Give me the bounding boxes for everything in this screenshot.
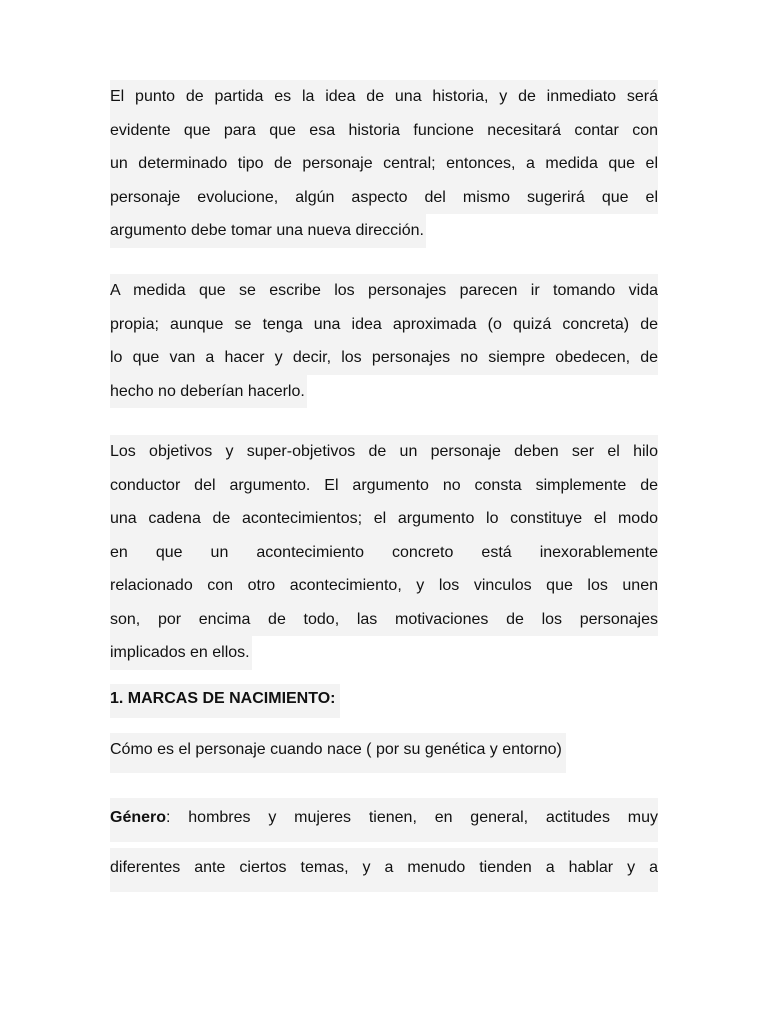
text-line: El punto de partida es la idea de una historia, y de inmediato será [110, 80, 658, 114]
paragraph-story-start [110, 80, 658, 253]
text-line: diferentes ante ciertos temas, y a menudo tienden a hablar y a [110, 848, 658, 892]
term-bold: Género [110, 809, 167, 826]
section-heading: 1. MARCAS DE NACIMIENTO: [110, 684, 340, 718]
text-line: en que un acontecimiento concreto está inexorablemente [110, 536, 658, 570]
text-line: una cadena de acontecimientos; el argumento lo constituye el modo [110, 502, 658, 536]
text-line: relacionado con otro acontecimiento, y los vinculos que los unen [110, 569, 658, 603]
paragraph-gender [110, 798, 658, 898]
term-description: : hombres y mujeres tienen, en general, actitudes muy [166, 809, 658, 826]
text-line: A medida que se escribe los personajes parecen ir tomando vida [110, 274, 658, 308]
text-line: implicados en ellos. [110, 636, 252, 670]
text-line: hecho no deberían hacerlo. [110, 375, 307, 409]
text-line: Los objetivos y super-objetivos de un personaje deben ser el hilo [110, 435, 658, 469]
section-intro: Cómo es el personaje cuando nace ( por su genética y entorno) [110, 733, 566, 773]
text-line: personaje evolucione, algún aspecto del mismo sugerirá que el [110, 181, 658, 215]
text-line: argumento debe tomar una nueva dirección. [110, 214, 426, 248]
text-line: conductor del argumento. El argumento no consta simplemente de [110, 469, 658, 503]
text-line: un determinado tipo de personaje central; entonces, a medida que el [110, 147, 658, 181]
paragraph-objectives [110, 435, 658, 675]
paragraph-characters-life [110, 274, 658, 413]
text-line: evidente que para que esa historia funcione necesitará contar con [110, 114, 658, 148]
text-line: propia; aunque se tenga una idea aproximada (o quizá concreta) de [110, 308, 658, 342]
text-line: lo que van a hacer y decir, los personajes no siempre obedecen, de [110, 341, 658, 375]
text-line [110, 798, 658, 842]
text-line: son, por encima de todo, las motivaciones de los personajes [110, 603, 658, 637]
